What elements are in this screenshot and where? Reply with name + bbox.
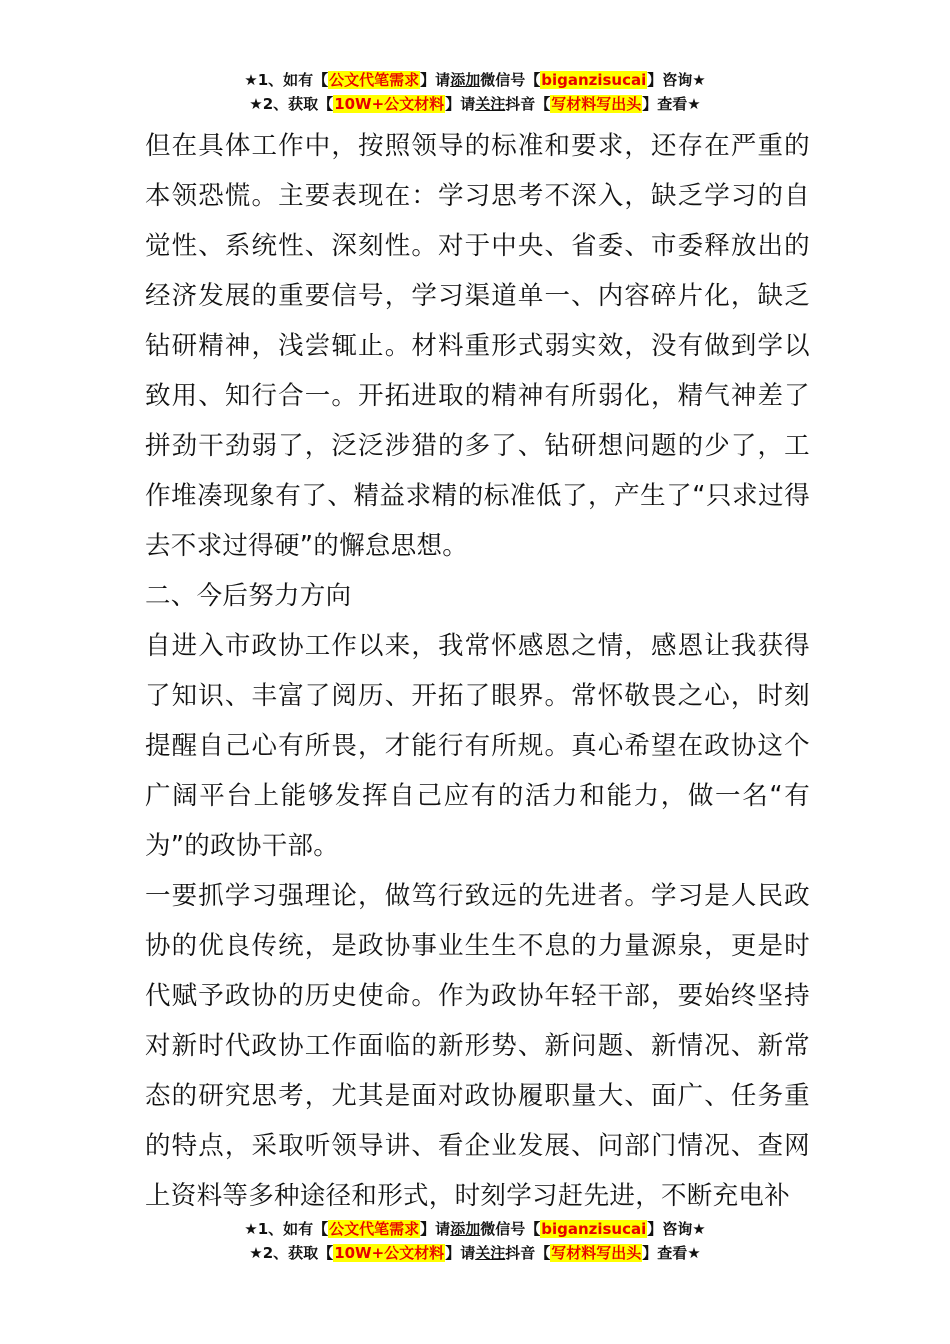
banner-text: 】请	[445, 1244, 476, 1262]
header-banner	[0, 68, 950, 116]
banner-line-2	[0, 1241, 950, 1265]
banner-highlight: 10W+公文材料	[334, 95, 445, 113]
banner-text: 抖音【	[505, 1244, 551, 1262]
banner-highlight: 写材料写出头	[551, 1244, 642, 1262]
banner-highlight: 公文代笔需求	[329, 1220, 420, 1238]
banner-text: 】查看★	[642, 1244, 701, 1262]
banner-text: 】查看★	[642, 95, 701, 113]
banner-underlined-text: 关注	[475, 1244, 506, 1262]
banner-text: ★1、如有【	[244, 71, 329, 89]
paragraph-2: 自进入市政协工作以来，我常怀感恩之情，感恩让我获得了知识、丰富了阅历、开拓了眼界。常怀敬畏之心，时刻提醒自己心有所畏，才能行有所规。真心希望在政协这个广阔平台上能够发挥自己应有的活力和能力，做一名“有为”的政协干部。	[145, 631, 810, 861]
paragraph-3: 一要抓学习强理论，做笃行致远的先进者。学习是人民政协的优良传统，是政协事业生生不息的力量源泉，更是时代赋予政协的历史使命。作为政协年轻干部，要始终坚持对新时代政协工作面临的新形势、新问题、新情况、新常态的研究思考，尤其是面对政协履职量大、面广、任务重的特点，采取听领导讲、看企业发展、问部门情况、查网上资料等多种途径和形式，时刻学习赶先进，不断充电补	[145, 881, 810, 1211]
banner-text: ★2、获取【	[249, 1244, 334, 1262]
section-heading: 二、今后努力方向	[145, 581, 352, 611]
banner-underlined-text: 添加	[450, 1220, 481, 1238]
banner-text: 】请	[445, 95, 476, 113]
banner-text: ★1、如有【	[244, 1220, 329, 1238]
banner-highlight: 10W+公文材料	[334, 1244, 445, 1262]
banner-line-2	[0, 92, 950, 116]
banner-highlight: 公文代笔需求	[329, 71, 420, 89]
banner-text: 】咨询★	[647, 1220, 706, 1238]
document-body	[145, 121, 810, 1221]
banner-highlight: biganzisucai	[541, 71, 647, 89]
banner-text: ★2、获取【	[249, 95, 334, 113]
banner-line-1	[0, 68, 950, 92]
banner-underlined-text: 关注	[475, 95, 506, 113]
banner-text: 微信号【	[480, 1220, 541, 1238]
banner-line-1	[0, 1217, 950, 1241]
paragraph-1: 但在具体工作中，按照领导的标准和要求，还存在严重的本领恐慌。主要表现在：学习思考不深入，缺乏学习的自觉性、系统性、深刻性。对于中央、省委、市委释放出的经济发展的重要信号，学习渠道单一、内容碎片化，缺乏钻研精神，浅尝辄止。材料重形式弱实效，没有做到学以致用、知行合一。开拓进取的精神有所弱化，精气神差了拼劲干劲弱了，泛泛涉猎的多了、钻研想问题的少了，工作堆凑现象有了、精益求精的标准低了，产生了“只求过得去不求过得硬”的懈怠思想。	[145, 131, 810, 561]
footer-banner	[0, 1217, 950, 1265]
banner-text: 】咨询★	[647, 71, 706, 89]
banner-text: 】请	[420, 71, 451, 89]
banner-highlight: biganzisucai	[541, 1220, 647, 1238]
banner-highlight: 写材料写出头	[551, 95, 642, 113]
banner-text: 微信号【	[480, 71, 541, 89]
banner-underlined-text: 添加	[450, 71, 481, 89]
banner-text: 抖音【	[505, 95, 551, 113]
banner-text: 】请	[420, 1220, 451, 1238]
